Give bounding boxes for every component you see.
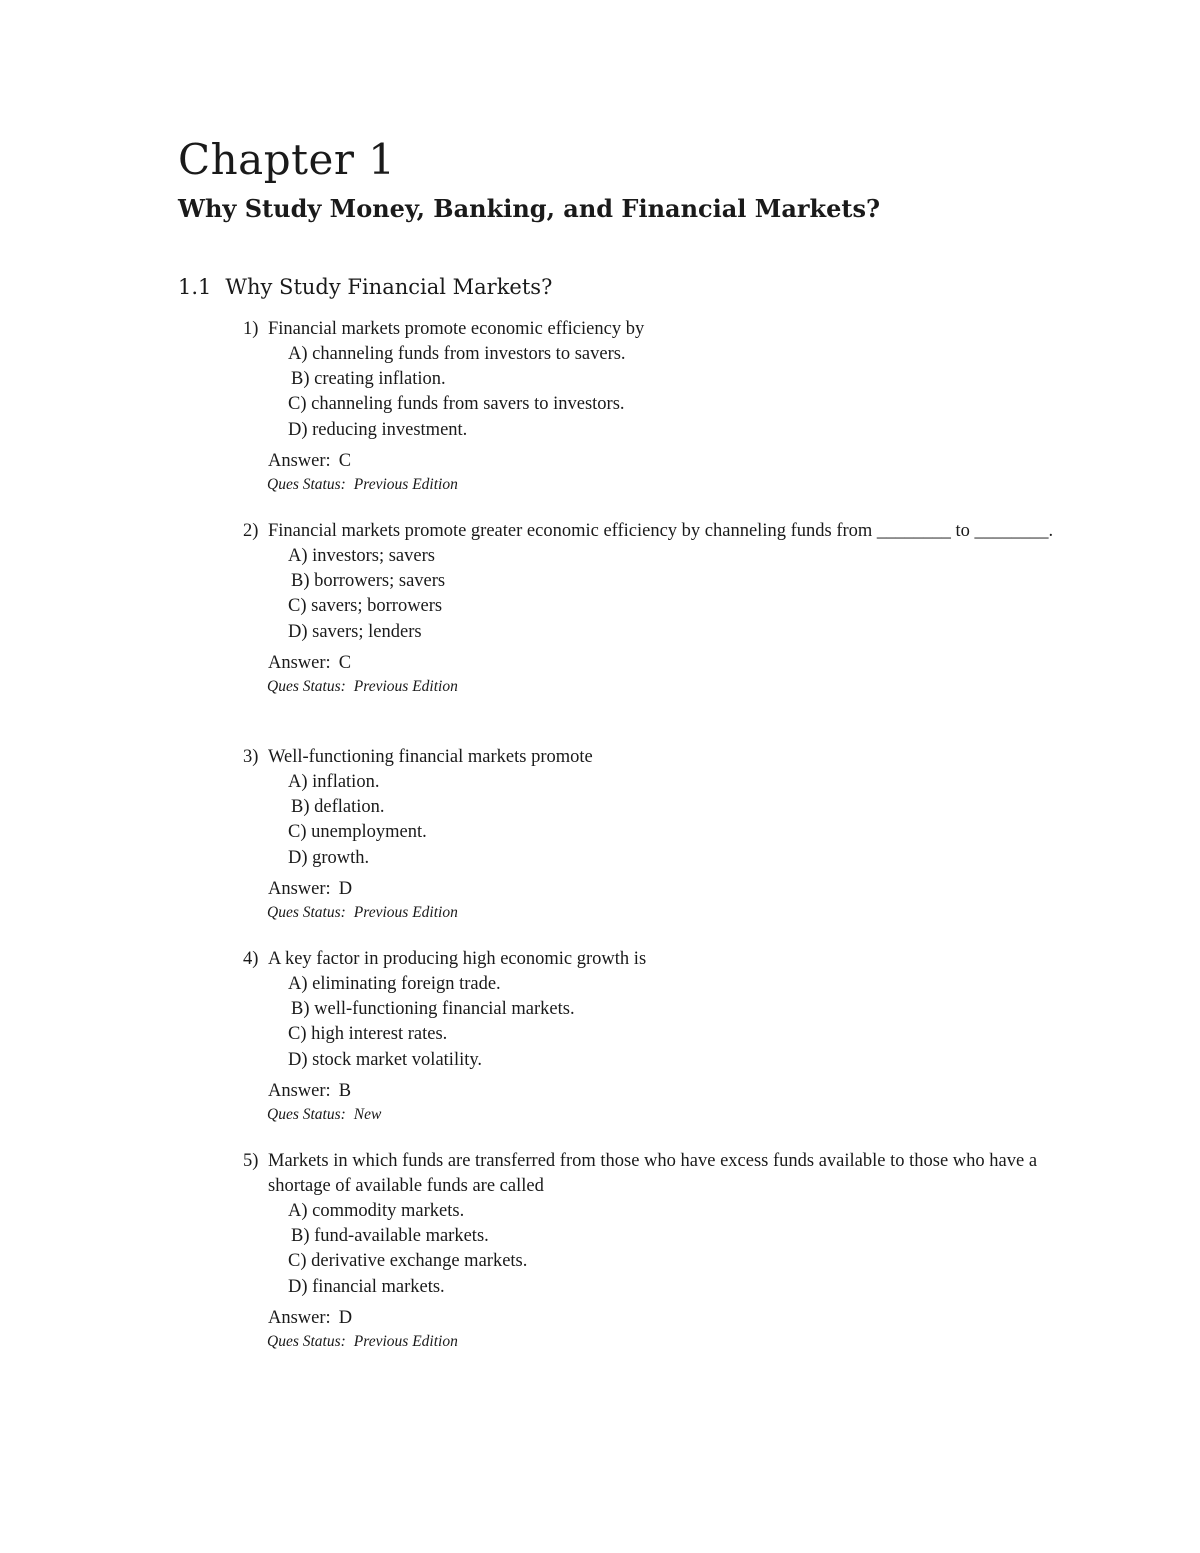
answer-line [268, 877, 1073, 902]
chapter-title: Chapter 1 [178, 135, 396, 184]
question-text: Financial markets promote economic efficiency by [268, 319, 645, 339]
answer-value: B [338, 1080, 352, 1101]
option-b: B) well-functioning financial markets. [291, 999, 575, 1020]
option-a: A) commodity markets. [288, 1201, 465, 1221]
question-text: Financial markets promote greater economic efficiency by channeling funds from ________ to ________. [268, 521, 1054, 541]
option-d: D) financial markets. [288, 1276, 445, 1297]
status-line [267, 1104, 1073, 1126]
answer-label: Answer: [268, 1307, 331, 1328]
question-stem [243, 947, 1073, 972]
status-value: Previous Edition [353, 903, 458, 921]
status-label: Ques Status: [267, 1332, 346, 1350]
answer-line [268, 1306, 1073, 1331]
question-2 [243, 519, 1073, 698]
answer-value: D [338, 878, 353, 899]
status-line [267, 474, 1073, 496]
question-stem [243, 519, 1073, 544]
answer-label: Answer: [268, 1080, 331, 1101]
question-number: 4) [243, 949, 259, 969]
answer-line [268, 1079, 1073, 1104]
status-label: Ques Status: [267, 475, 346, 493]
chapter-subtitle: Why Study Money, Banking, and Financial Markets? [178, 194, 881, 223]
question-1 [243, 317, 1073, 496]
option-c: C) unemployment. [288, 822, 427, 843]
option-c: C) channeling funds from savers to investors. [288, 394, 625, 415]
question-text: A key factor in producing high economic growth is [268, 949, 647, 969]
question-text: Well-functioning financial markets promote [268, 747, 593, 767]
answer-options [288, 972, 1073, 1073]
answer-value: C [338, 450, 352, 471]
question-stem [243, 1149, 1073, 1199]
option-b: B) fund-available markets. [291, 1226, 489, 1247]
status-label: Ques Status: [267, 677, 346, 695]
question-number: 3) [243, 747, 259, 767]
answer-label: Answer: [268, 652, 331, 673]
question-text: Markets in which funds are transferred from those who have excess funds available to those who have a shortage of available funds are called [268, 1151, 1038, 1196]
option-d: D) savers; lenders [288, 621, 422, 642]
option-c: C) derivative exchange markets. [288, 1251, 528, 1272]
status-line [267, 902, 1073, 924]
question-4 [243, 947, 1073, 1126]
status-line [267, 1331, 1073, 1353]
answer-line [268, 651, 1073, 676]
status-value: Previous Edition [353, 475, 458, 493]
option-c: C) high interest rates. [288, 1024, 448, 1045]
question-5 [243, 1149, 1073, 1353]
answer-options [288, 342, 1073, 443]
answer-value: C [338, 652, 352, 673]
status-line [267, 676, 1073, 698]
question-number: 5) [243, 1151, 259, 1171]
section-number: 1.1 [178, 275, 212, 299]
question-stem [243, 745, 1073, 770]
option-b: B) creating inflation. [291, 369, 446, 390]
question-number: 2) [243, 521, 259, 541]
answer-value: D [338, 1307, 353, 1328]
answer-options [288, 1199, 1073, 1300]
section-heading [178, 272, 552, 302]
question-stem [243, 317, 1073, 342]
answer-label: Answer: [268, 450, 331, 471]
option-a: A) investors; savers [288, 546, 435, 566]
question-number: 1) [243, 319, 259, 339]
status-label: Ques Status: [267, 903, 346, 921]
option-a: A) inflation. [288, 772, 380, 792]
answer-options [288, 544, 1073, 645]
status-value: Previous Edition [353, 677, 458, 695]
section-title: Why Study Financial Markets? [225, 275, 553, 299]
option-d: D) growth. [288, 847, 370, 868]
option-b: B) borrowers; savers [291, 571, 446, 592]
option-c: C) savers; borrowers [288, 596, 443, 617]
option-b: B) deflation. [291, 797, 385, 818]
status-label: Ques Status: [267, 1105, 346, 1123]
answer-label: Answer: [268, 878, 331, 899]
answer-options [288, 770, 1073, 871]
status-value: Previous Edition [353, 1332, 458, 1350]
option-d: D) reducing investment. [288, 419, 468, 440]
question-3 [243, 745, 1073, 924]
answer-line [268, 449, 1073, 474]
option-a: A) channeling funds from investors to savers. [288, 344, 626, 364]
option-a: A) eliminating foreign trade. [288, 974, 501, 994]
option-d: D) stock market volatility. [288, 1049, 483, 1070]
status-value: New [353, 1105, 382, 1123]
